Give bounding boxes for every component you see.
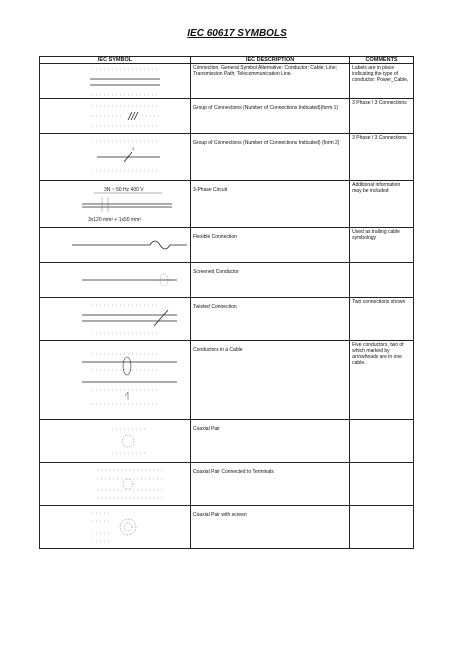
row-comment: 3 Phase / 3 Connections [350,99,414,134]
table-row [40,463,414,506]
three-phase-circuit-icon [40,181,191,228]
row-description: Screened Conductor [191,263,350,298]
group-of-connections-form1-icon [40,99,191,134]
row-comment: Five conductors, two of which marked by arrowheads are in one cable. [350,341,414,420]
row-comment: Two connections shown [350,298,414,341]
row-description: Conductors in a Cable [191,341,350,420]
row-description: Flexible Connection [191,228,350,263]
row-description: Coaxial Pair with screen [191,506,350,549]
twisted-connection-icon [40,298,191,341]
table-row [40,99,414,134]
header-description: IEC DESCRIPTION [191,57,350,64]
table-row [40,64,414,99]
flexible-connection-icon [40,228,191,263]
row-comment [350,463,414,506]
row-comment [350,263,414,298]
table-row [40,263,414,298]
row-description: 3-Phase Circuit [191,181,350,228]
conductors-in-cable-icon [40,341,191,420]
group-of-connections-form2-icon [40,134,191,181]
row-description: Group of Connections (Number of Connections Indicated)(form 1) [191,99,350,134]
row-comment: 3 Phase / 3 Connections [350,134,414,181]
table-row [40,228,414,263]
symbols-table [39,56,414,549]
coaxial-pair-icon [40,420,191,463]
table-row [40,506,414,549]
page-title: IEC 60617 SYMBOLS [187,28,287,39]
row-description: Coaxial Pair Connected to Terminals [191,463,350,506]
conductor-line-icon [40,64,191,99]
header-symbol: IEC SYMBOL [40,57,191,64]
table-header-row [40,57,414,64]
table-row [40,181,414,228]
screened-conductor-icon [40,263,191,298]
row-comment [350,506,414,549]
header-comments: COMMENTS [350,57,414,64]
table-row [40,341,414,420]
row-description: Connection, General Symbol Alternative: Conductor; Cable; Line; Transmission Path; Telecommunication Line. [191,64,350,99]
row-description: Group of Connections (Number of Connections Indicated) (form 2) [191,134,350,181]
row-description: Coaxial Pair [191,420,350,463]
table-row [40,298,414,341]
table-row [40,134,414,181]
coaxial-pair-screen-icon [40,506,191,549]
row-comment: Used as trailing cable symbology [350,228,414,263]
table-row [40,420,414,463]
symbol-text-top: 3N ~ 50 Hz 400 V [104,187,144,193]
coaxial-pair-terminals-icon [40,463,191,506]
svg-text:3: 3 [132,146,135,151]
row-comment: Additional information may be included [350,181,414,228]
row-description: Twisted Connection [191,298,350,341]
row-comment [350,420,414,463]
symbol-text-bottom: 3x120 mm² + 1x50 mm² [88,217,141,223]
row-comment: Labels are in place indicating the type of conductor: Power_Cable, [350,64,414,99]
